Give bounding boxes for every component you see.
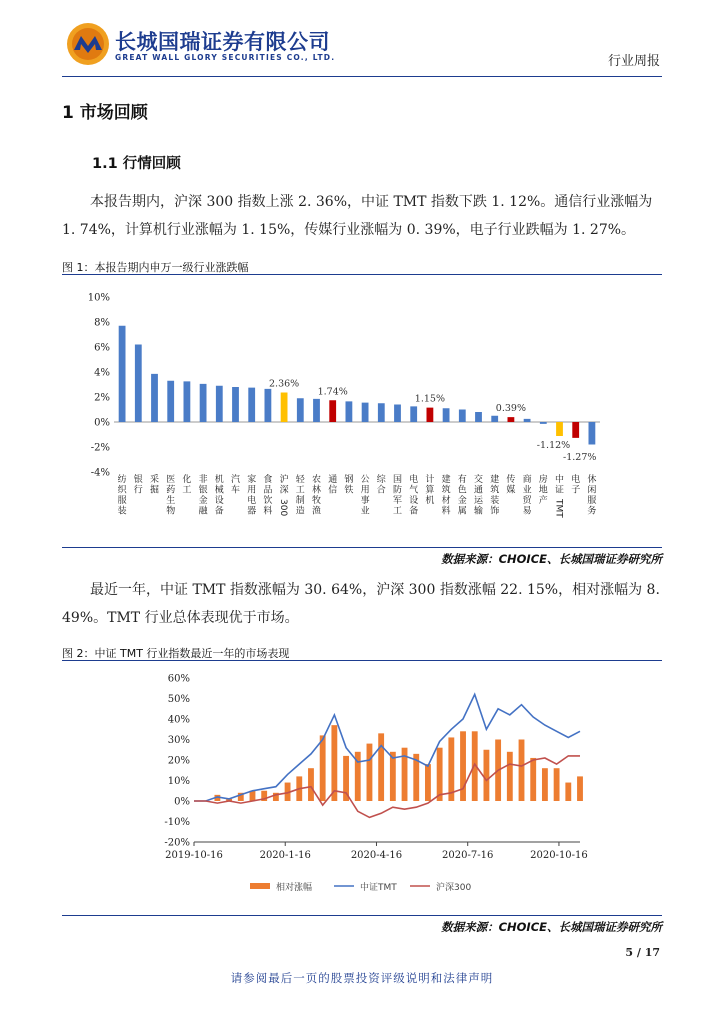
category-label: 有: [457, 475, 467, 485]
bar: [378, 403, 385, 422]
category-label: 防: [392, 485, 403, 496]
category-label: 贸: [522, 496, 532, 506]
category-label: 车: [230, 485, 241, 496]
bar: [264, 389, 271, 422]
y-tick-label: 6%: [94, 342, 110, 354]
category-label: 事: [360, 496, 370, 506]
category-label: 金: [198, 496, 208, 506]
category-label: 料: [441, 506, 451, 517]
bar: [183, 381, 190, 422]
category-label: 商: [522, 475, 532, 485]
category-label: 林: [311, 485, 322, 496]
category-label: 银: [133, 475, 143, 485]
industry-returns-bar-chart: [62, 280, 662, 544]
legend-label: 相对涨幅: [276, 883, 313, 893]
relative-return-bar: [343, 756, 349, 801]
category-label: 气: [409, 485, 419, 496]
relative-return-bar: [554, 768, 560, 801]
bar: [200, 384, 207, 422]
figure-2-source: 数据来源：CHOICE、长城国瑞证券研究所: [441, 920, 662, 934]
y-tick-label: 10%: [87, 292, 110, 304]
category-label: 农: [311, 475, 322, 485]
category-label: 色: [457, 485, 467, 496]
x-tick-label: 2020-10-16: [530, 850, 588, 861]
category-label: 融: [198, 506, 208, 517]
category-label: 服: [117, 496, 127, 506]
category-label: 食: [263, 475, 273, 485]
relative-return-bar: [507, 752, 513, 801]
category-label: 交: [473, 475, 484, 485]
bar: [151, 374, 158, 422]
category-label: 媒: [506, 485, 516, 496]
data-label: -1.27%: [563, 451, 597, 463]
bar: [443, 408, 450, 422]
data-label: 0.39%: [495, 403, 526, 415]
category-label: 铁: [344, 485, 354, 496]
category-label: 计: [425, 475, 435, 485]
category-label: 造: [295, 506, 305, 517]
category-label: 电: [571, 475, 581, 485]
y-tick-label: 40%: [167, 714, 190, 726]
category-label: 筑: [490, 485, 500, 496]
category-label: 建: [490, 475, 500, 485]
category-label: 房: [538, 475, 548, 485]
section-heading: 1 市场回顾: [62, 103, 148, 123]
x-tick-label: 2019-10-16: [165, 850, 223, 861]
category-label: 物: [166, 506, 176, 517]
category-label: 械: [214, 485, 224, 496]
bar: [329, 400, 336, 422]
category-label: 运: [473, 496, 484, 506]
figure-2-title: 图 2：中证 TMT 行业指数最近一年的市场表现: [62, 647, 290, 660]
tmt-index-performance-chart: [140, 668, 600, 910]
legend-swatch: [250, 883, 270, 889]
category-label: 汽: [230, 475, 241, 485]
category-label: 用: [247, 485, 257, 496]
bar: [345, 401, 352, 422]
report-type: 行业周报: [607, 54, 660, 69]
y-tick-label: 60%: [167, 673, 190, 685]
y-tick-label: 2%: [94, 392, 110, 404]
category-label: 装: [117, 506, 127, 517]
category-label: 电: [409, 475, 419, 485]
bar: [556, 422, 563, 436]
bar: [232, 387, 239, 422]
category-label: 易: [522, 506, 532, 517]
relative-return-bar: [308, 768, 314, 801]
company-name-en: GREAT WALL GLORY SECURITIES CO., LTD.: [115, 53, 336, 62]
category-label: 钢: [344, 475, 354, 485]
relative-return-bar: [542, 768, 548, 801]
y-tick-label: 4%: [94, 367, 110, 379]
category-label: 轻: [295, 475, 305, 485]
category-label: 合: [376, 485, 386, 496]
category-label: 料: [263, 506, 273, 517]
figure-2-bottom-rule: [62, 915, 662, 916]
data-label: -1.12%: [536, 440, 571, 451]
category-label: 非: [198, 475, 208, 485]
figure-1-bottom-rule: [62, 547, 662, 548]
y-tick-label: 20%: [167, 755, 190, 767]
relative-return-bar: [425, 764, 431, 801]
category-label: 通: [473, 485, 484, 496]
category-label: 闲: [587, 485, 597, 496]
relative-return-bar: [320, 735, 326, 801]
company-name-cn: 长城国瑞证券有限公司: [115, 30, 330, 54]
bar: [362, 403, 369, 422]
bar: [394, 405, 401, 423]
y-tick-label: 50%: [167, 694, 190, 705]
category-label: 通: [328, 475, 338, 485]
category-label: 材: [441, 496, 451, 506]
bar: [572, 422, 579, 438]
legend-label: 沪深300: [436, 883, 472, 893]
category-label: 生: [166, 496, 176, 506]
bar: [507, 417, 514, 422]
relative-return-bar: [530, 758, 536, 801]
category-label: 金: [457, 496, 467, 506]
category-label: 工: [392, 506, 403, 517]
category-label: 产: [538, 496, 548, 506]
x-tick-label: 2020-7-16: [442, 850, 494, 861]
category-label: 化: [182, 475, 192, 485]
bar: [119, 326, 126, 422]
bar: [167, 381, 174, 422]
bar: [281, 393, 288, 423]
bar: [540, 422, 547, 424]
category-label: 医: [166, 475, 176, 485]
category-label: 备: [214, 506, 224, 517]
category-label: 服: [587, 496, 597, 506]
category-label: 渔: [311, 506, 322, 517]
category-label: 银: [198, 485, 208, 496]
category-label: 饰: [490, 506, 500, 517]
category-label: 300: [278, 499, 289, 517]
category-label: 中: [554, 475, 565, 485]
relative-return-bar: [367, 744, 373, 801]
y-tick-label: -2%: [90, 442, 110, 454]
category-label: 纺: [117, 475, 127, 485]
category-label: 综: [376, 475, 386, 485]
bar: [524, 419, 531, 422]
category-label: 织: [117, 485, 127, 496]
category-label: 地: [538, 485, 548, 496]
relative-return-bar: [565, 783, 571, 801]
y-tick-label: 0%: [94, 417, 110, 429]
category-label: 品: [263, 485, 273, 496]
category-label: 牧: [311, 496, 322, 506]
data-label: 2.36%: [269, 378, 300, 390]
bar: [313, 399, 320, 422]
paragraph-annual: 最近一年，中证 TMT 指数涨幅为 30. 64%，沪深 300 指数涨幅 22. 15%，相对涨幅为 8. 49%。TMT 行业总体表现优于市场。: [62, 582, 660, 626]
category-label: 传: [506, 475, 516, 485]
relative-return-bar: [378, 733, 384, 801]
x-tick-label: 2020-1-16: [259, 850, 311, 861]
bar: [216, 386, 223, 422]
category-label: 建: [441, 475, 451, 485]
category-label: 休: [587, 475, 597, 485]
y-tick-label: 0%: [174, 796, 190, 808]
category-label: 制: [295, 496, 305, 506]
bar: [588, 422, 595, 445]
bar: [491, 416, 498, 422]
category-label: 掘: [149, 485, 160, 496]
x-tick-label: 2020-4-16: [350, 850, 403, 861]
relative-return-bar: [519, 740, 525, 802]
category-label: 务: [587, 506, 597, 517]
category-label: 家: [247, 475, 257, 485]
category-label: 电: [247, 496, 257, 506]
category-label: 机: [214, 475, 224, 485]
category-label: 工: [182, 485, 192, 496]
category-label: 药: [166, 485, 176, 496]
category-label: 机: [425, 496, 435, 506]
category-label: 筑: [441, 485, 451, 496]
bar: [135, 345, 142, 423]
y-tick-label: 30%: [167, 735, 190, 746]
relative-return-bar: [331, 725, 337, 801]
category-label: 用: [360, 485, 370, 496]
category-label: 设: [409, 496, 419, 506]
category-label: 备: [409, 506, 419, 517]
category-label: 信: [328, 485, 338, 496]
category-label: TMT: [553, 499, 564, 518]
data-label: 1.74%: [317, 386, 348, 398]
figure-2-top-rule: [62, 660, 662, 661]
category-label: 设: [214, 496, 224, 506]
category-label: 国: [392, 475, 403, 485]
y-tick-label: -20%: [164, 837, 190, 849]
category-label: 深: [279, 485, 289, 496]
relative-return-bar: [460, 731, 466, 801]
category-label: 输: [473, 506, 484, 517]
bar: [475, 412, 482, 422]
category-label: 沪: [279, 475, 289, 485]
relative-return-bar: [437, 748, 443, 801]
bar: [248, 388, 255, 422]
relative-return-bar: [484, 750, 490, 801]
relative-return-bar: [390, 752, 396, 801]
y-tick-label: 10%: [167, 776, 190, 787]
category-label: 军: [392, 496, 403, 506]
page-number: 5 / 17: [625, 946, 660, 959]
category-label: 属: [457, 506, 467, 517]
company-logo: [66, 22, 110, 66]
category-label: 采: [149, 475, 160, 485]
category-label: 工: [295, 485, 305, 496]
figure-1-source: 数据来源：CHOICE、长城国瑞证券研究所: [441, 552, 662, 566]
figure-1-title: 图 1：本报告期内申万一级行业涨跌幅: [62, 261, 249, 274]
category-label: 装: [490, 496, 500, 506]
paragraph-summary: 本报告期内，沪深 300 指数上涨 2. 36%，中证 TMT 指数下跌 1. 12%。通信行业涨幅为 1. 74%，计算机行业涨幅为 1. 15%，传媒行业涨幅为 0. 39%，电子行业跌幅为 1. 27%。: [62, 194, 653, 238]
bar: [459, 410, 466, 423]
category-label: 行: [133, 485, 143, 496]
subsection-heading: 1.1 行情回顾: [92, 156, 181, 172]
y-tick-label: 8%: [94, 317, 110, 329]
bar: [410, 406, 417, 422]
category-label: 算: [425, 485, 435, 496]
y-tick-label: -10%: [164, 817, 190, 828]
category-label: 公: [360, 475, 370, 485]
legend-label: 中证TMT: [360, 883, 397, 893]
category-label: 器: [247, 506, 257, 517]
header-divider: [62, 76, 662, 77]
category-label: 业: [522, 485, 532, 496]
footer-disclaimer: 请参阅最后一页的股票投资评级说明和法律声明: [230, 971, 494, 985]
category-label: 子: [571, 485, 581, 496]
relative-return-bar: [577, 776, 583, 801]
data-label: 1.15%: [414, 393, 445, 405]
category-label: 证: [554, 485, 565, 496]
category-label: 饮: [263, 496, 273, 506]
bar: [426, 408, 433, 422]
figure-1-top-rule: [62, 274, 662, 275]
bar: [297, 398, 304, 422]
y-tick-label: -4%: [90, 467, 110, 479]
category-label: 业: [360, 506, 370, 517]
